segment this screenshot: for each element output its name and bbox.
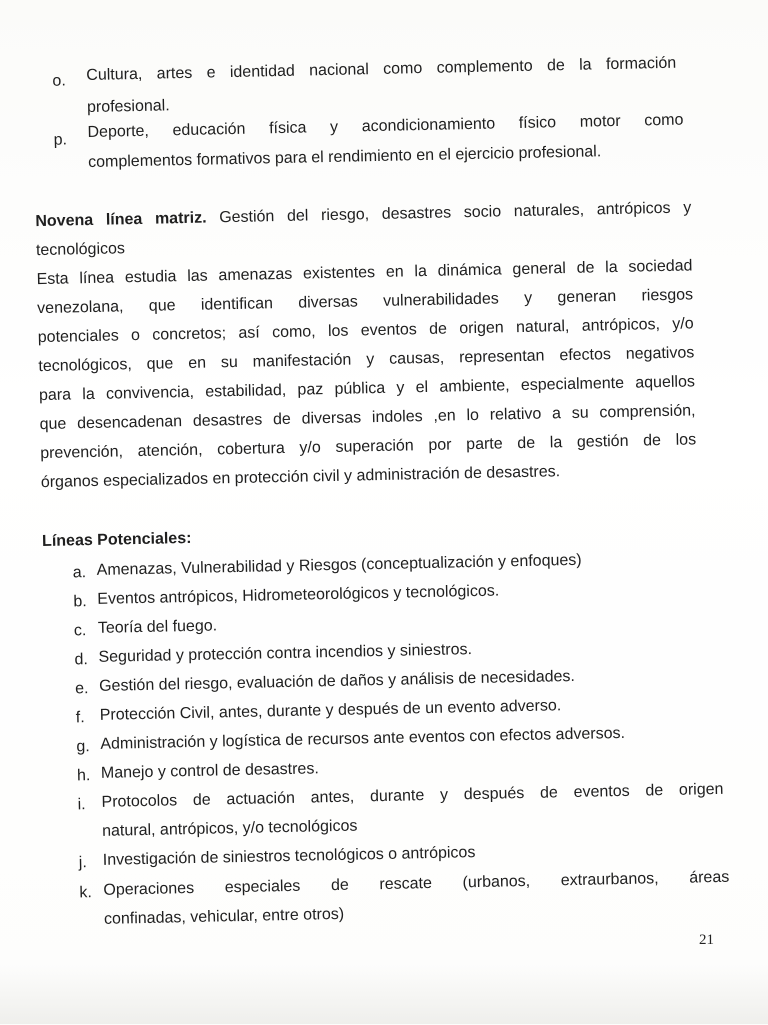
potential-marker-g: g.: [76, 738, 90, 756]
section-heading-line-2: tecnológicos: [35, 240, 126, 260]
potential-item-b: Eventos antrópicos, Hidrometeorológicos y tecnológicos.: [97, 582, 500, 608]
paragraph-line-7: prevención, atención, cobertura y/o superación por parte de la gestión de los: [40, 431, 697, 463]
paragraph-line-8: órganos especializados en protección civil y administración de desastres.: [40, 463, 561, 492]
potential-marker-i: i.: [77, 796, 86, 814]
potential-item-f: Protección Civil, antes, durante y después de un evento adverso.: [99, 697, 562, 724]
potential-item-a: Amenazas, Vulnerabilidad y Riesgos (conceptualización y enfoques): [96, 551, 582, 579]
potential-item-d: Seguridad y protección contra incendios y siniestros.: [98, 641, 473, 666]
potential-marker-d: d.: [74, 651, 89, 669]
potential-marker-j: j.: [78, 854, 87, 872]
potential-item-k-line-1: Operaciones especiales de rescate (urbanos, extraurbanos, áreas: [103, 868, 730, 899]
list-item-o-line-2: profesional.: [86, 97, 170, 117]
section-heading-rest: Gestión del riesgo, desastres socio naturales, antrópicos y: [219, 199, 692, 227]
list-item-o-line-1: Cultura, artes e identidad nacional como complemento de la formación: [86, 54, 677, 85]
potential-item-e: Gestión del riesgo, evaluación de daños y análisis de necesidades.: [98, 667, 576, 695]
potential-heading: Líneas Potenciales:: [41, 529, 192, 551]
paragraph-line-3: potenciales o concretos; así como, los eventos de origen natural, antrópicos, y/o: [37, 315, 694, 347]
potential-item-g: Administración y logística de recursos ante eventos con efectos adversos.: [100, 724, 626, 753]
potential-item-i-line-1: Protocolos de actuación antes, durante y después de eventos de origen: [101, 780, 724, 811]
list-marker-p: p.: [53, 131, 68, 149]
paragraph-line-5: para la convivencia, estabilidad, paz pública y el ambiente, especialmente aquellos: [38, 373, 696, 405]
potential-item-i-line-2: natural, antrópicos, y/o tecnológicos: [101, 817, 358, 840]
section-heading-bold: Novena línea matriz.: [35, 209, 207, 231]
paragraph-line-1: Esta línea estudia las amenazas existentes en la dinámica general de la sociedad: [36, 257, 693, 289]
section-heading: [35, 198, 691, 232]
page-number: 21: [699, 932, 714, 948]
potential-marker-c: c.: [73, 622, 87, 640]
list-marker-o: o.: [52, 72, 66, 90]
list-item-p-line-1: Deporte, educación física y acondicionamiento físico motor como: [87, 111, 684, 142]
potential-marker-h: h.: [76, 767, 91, 785]
paragraph-line-2: venezolana, que identifican diversas vulnerabilidades y generan riesgos: [37, 286, 694, 318]
potential-marker-k: k.: [79, 884, 93, 902]
potential-item-h: Manejo y control de desastres.: [100, 760, 319, 782]
potential-marker-a: a.: [72, 564, 87, 582]
potential-item-j: Investigación de siniestros tecnológicos o antrópicos: [102, 844, 476, 869]
paragraph-line-6: que desencadenan desastres de diversas indoles ,en lo relativo a su comprensión,: [39, 402, 696, 434]
potential-marker-e: e.: [75, 680, 89, 698]
potential-marker-f: f.: [75, 709, 85, 727]
potential-item-c: Teoría del fuego.: [97, 617, 218, 637]
potential-item-k-line-2: confinadas, vehicular, entre otros): [103, 905, 345, 928]
paragraph-line-4: tecnológicos, que en su manifestación y causas, representan efectos negativos: [38, 344, 695, 376]
list-item-p-line-2: complementos formativos para el rendimiento en el ejercicio profesional.: [87, 143, 602, 172]
potential-marker-b: b.: [73, 593, 87, 611]
